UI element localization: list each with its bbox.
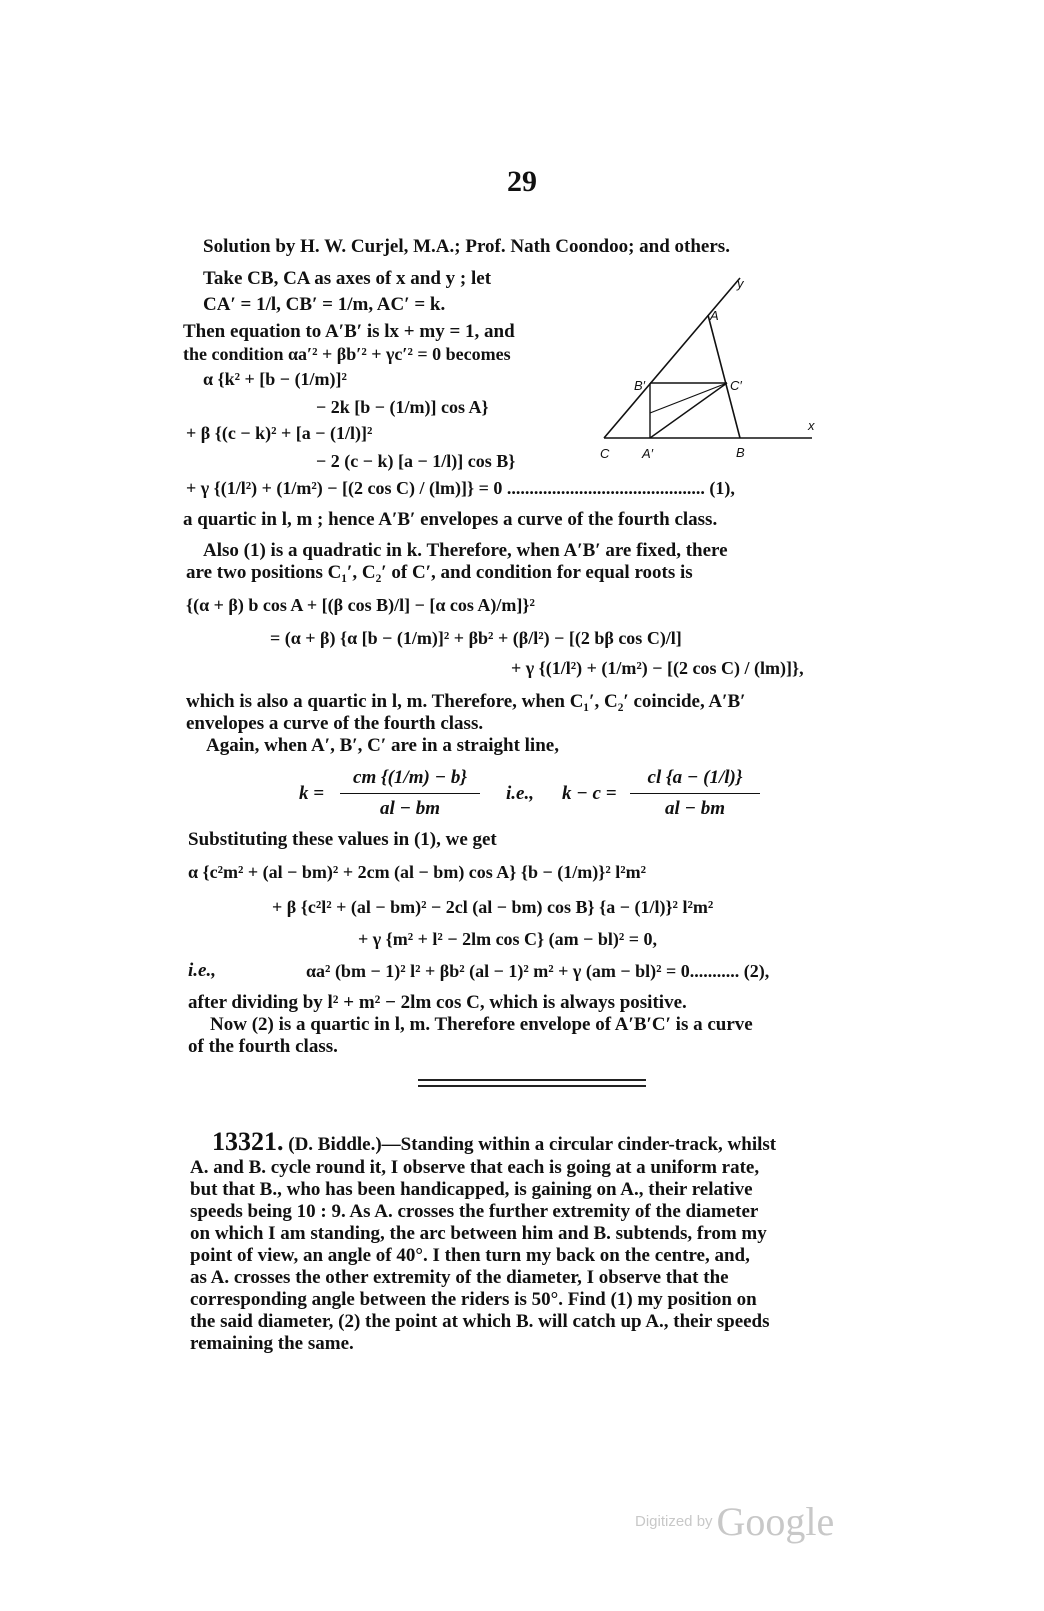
k-denominator: al − bm (379, 798, 441, 819)
problem-line: but that B., who has been handicapped, is gaining on A., their relative (190, 1179, 753, 1200)
solution-line: CA′ = 1/l, CB′ = 1/m, AC′ = k. (203, 294, 446, 315)
equation-line: − 2 (c − k) [a − 1/l)] cos B} (316, 451, 516, 471)
digitized-watermark (635, 1498, 834, 1545)
problem-first-line (212, 1127, 777, 1156)
solution-line: Take CB, CA as axes of x and y ; let (203, 268, 492, 289)
equation-line-1: + γ {(1/l²) + (1/m²) − [(2 cos C) / (lm)]} = 0 ............................................ (1), (186, 478, 735, 498)
solution-line: which is also a quartic in l, m. Therefore, when C₁′, C₂′ coincide, A′B′ (186, 691, 746, 712)
fraction-bar (340, 793, 480, 794)
solution-line: Substituting these values in (1), we get (188, 829, 497, 850)
solution-line: Also (1) is a quadratic in k. Therefore, when A′B′ are fixed, there (203, 540, 728, 561)
label-y: y (737, 276, 744, 291)
triangle-figure (590, 268, 830, 473)
solution-line: envelopes a curve of the fourth class. (186, 713, 484, 734)
label-b: B (736, 445, 745, 460)
solution-line: are two positions C₁′, C₂′ of C′, and condition for equal roots is (186, 562, 693, 583)
label-c: C (600, 446, 610, 461)
solution-line: of the fourth class. (188, 1036, 338, 1057)
kc-numerator: cl {a − (1/l)} (647, 767, 743, 788)
google-logo: Google (716, 1499, 835, 1544)
solution-line: after dividing by l² + m² − 2lm cos C, which is always positive. (188, 992, 687, 1013)
segment-aprime-cprime (650, 383, 727, 438)
watermark-small: Digitized by (635, 1513, 713, 1530)
equation-line: − 2k [b − (1/m)] cos A} (316, 397, 489, 417)
inner-segment (650, 383, 727, 413)
label-x: x (808, 418, 815, 433)
solution-line: the condition αa′² + βb′² + γc′² = 0 becomes (183, 344, 511, 364)
equation-line: α {c²m² + (al − bm)² + 2cm (al − bm) cos A} {b − (1/m)}² l²m² (188, 862, 647, 882)
k-lhs: k = (299, 783, 325, 804)
problem-line: as A. crosses the other extremity of the diameter, I observe that the (190, 1267, 729, 1288)
kc-lhs: k − c = (562, 783, 617, 804)
problem-line: remaining the same. (190, 1333, 354, 1354)
problem-line: point of view, an angle of 40°. I then turn my back on the centre, and, (190, 1245, 750, 1266)
side-ab (708, 315, 740, 438)
page-number: 29 (507, 165, 537, 198)
problem-line: (D. Biddle.)—Standing within a circular cinder-track, whilst (288, 1134, 777, 1155)
problem-line: speeds being 10 : 9. As A. crosses the further extremity of the diameter (190, 1201, 759, 1222)
solution-line: Then equation to A′B′ is lx + my = 1, and (183, 321, 515, 342)
kc-denominator: al − bm (664, 798, 726, 819)
equation-line-2: αa² (bm − 1)² l² + βb² (al − 1)² m² + γ (am − bl)² = 0........... (2), (306, 961, 770, 981)
separator-rule (418, 1079, 646, 1081)
ie-label: i.e., (188, 960, 216, 981)
label-cprime: C′ (730, 378, 742, 393)
solution-header: Solution by H. W. Curjel, M.A.; Prof. Nath Coondoo; and others. (203, 236, 730, 257)
equation-line: + β {c²l² + (al − bm)² − 2cl (al − bm) cos B} {a − (1/l)}² l²m² (272, 897, 714, 917)
separator-rule (418, 1085, 646, 1087)
equation-line: + γ {m² + l² − 2lm cos C} (am − bl)² = 0, (358, 929, 658, 949)
k-numerator: cm {(1/m) − b} (353, 767, 467, 788)
problem-line: A. and B. cycle round it, I observe that each is going at a uniform rate, (190, 1157, 760, 1178)
solution-line: Now (2) is a quartic in l, m. Therefore envelope of A′B′C′ is a curve (210, 1014, 753, 1035)
label-aprime: A′ (642, 446, 654, 461)
equation-line: + β {(c − k)² + [a − (1/l)]² (186, 423, 373, 443)
problem-line: on which I am standing, the arc between him and B. subtends, from my (190, 1223, 767, 1244)
equation-line: = (α + β) {α [b − (1/m)]² + βb² + (β/l²) − [(2 bβ cos C)/l] (270, 628, 682, 648)
problem-number: 13321. (212, 1127, 284, 1156)
solution-line: a quartic in l, m ; hence A′B′ envelopes a curve of the fourth class. (183, 509, 718, 530)
ie-label: i.e., (506, 783, 534, 804)
problem-line: corresponding angle between the riders is 50°. Find (1) my position on (190, 1289, 757, 1310)
triangle-diagram (590, 268, 830, 473)
fraction-bar (630, 793, 760, 794)
label-bprime: B′ (634, 378, 646, 393)
equation-line: + γ {(1/l²) + (1/m²) − [(2 cos C) / (lm)]}, (511, 658, 804, 678)
problem-line: the said diameter, (2) the point at which B. will catch up A., their speeds (190, 1311, 770, 1332)
solution-line: Again, when A′, B′, C′ are in a straight line, (206, 735, 559, 756)
equation-line: α {k² + [b − (1/m)]² (203, 369, 347, 389)
label-a: A (710, 308, 719, 323)
equation-line: {(α + β) b cos A + [(β cos B)/l] − [α cos A)/m]}² (186, 595, 535, 615)
